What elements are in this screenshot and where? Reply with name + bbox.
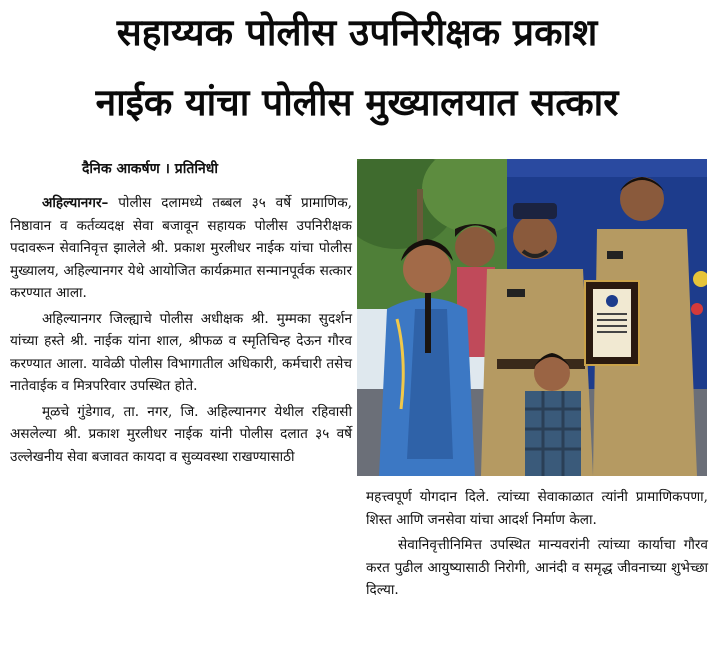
headline-line-1: सहाय्यक पोलीस उपनिरीक्षक प्रकाश: [116, 11, 598, 54]
article-paragraph-1: [10, 192, 352, 305]
article-right-column: [366, 486, 708, 605]
headline-line-2: नाईक यांचा पोलीस मुख्यालयात सत्कार: [95, 81, 619, 124]
byline: दैनिक आकर्षण । प्रतिनिधी: [82, 161, 218, 177]
article-left-column: [10, 192, 352, 471]
article-paragraph-3: मूळचे गुंडेगाव, ता. नगर, जि. अहिल्यानगर येथील रहिवासी असलेल्या श्री. प्रकाश मुरलीधर नाईक यांनी पोलीस दलात ३५ वर्षे उल्लेखनीय सेवा बजावत कायदा व सुव्यवस्था राखण्यासाठी: [10, 403, 352, 465]
article-paragraph-5: सेवानिवृत्तीनिमित्त उपस्थित मान्यवरांनी त्यांच्या कार्याचा गौरव करत पुढील आयुष्यासाठी निरोगी, आनंदी व समृद्ध जीवनाच्या शुभेच्छा दिल्या.: [366, 537, 708, 598]
dateline: अहिल्यानगर–: [42, 195, 109, 211]
article-paragraph-2: अहिल्यानगर जिल्ह्याचे पोलीस अधीक्षक श्री. मुम्मका सुदर्शन यांच्या हस्ते श्री. नाईक यांना शाल, श्रीफळ व स्मृतिचिन्ह देऊन गौरव करण्यात आला. यावेळी पोलीस विभागातील अधिकारी, कर्मचारी तसेच नातेवाईक व मित्रपरिवार उपस्थित होते.: [10, 310, 352, 394]
article-paragraph-1-text: पोलीस दलामध्ये तब्बल ३५ वर्षे प्रामाणिक, निष्ठावान व कर्तव्यदक्ष सेवा बजावून सहायक पोलीस उपनिरीक्षक पदावरून सेवानिवृत्त झालेले श्री. प्रकाश मुरलीधर नाईक यांचा पोलीस मुख्यालय, अहिल्यानगर येथे आयोजित कार्यक्रमात सन्मानपूर्वक सत्कार करण्यात आला.: [10, 195, 353, 301]
felicitation-photo: [357, 159, 707, 476]
article-paragraph-4: महत्त्वपूर्ण योगदान दिले. त्यांच्या सेवाकाळात त्यांनी प्रामाणिकपणा, शिस्त आणि जनसेवा यांचा आदर्श निर्माण केला.: [366, 489, 708, 528]
